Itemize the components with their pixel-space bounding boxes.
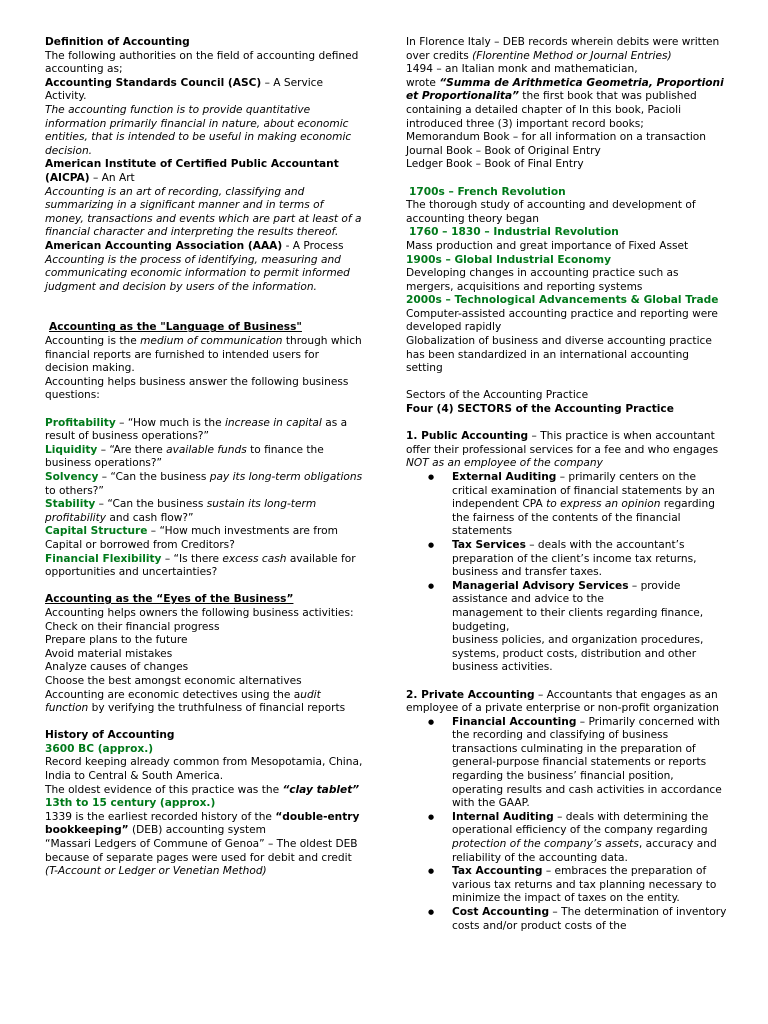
history-era-13th-century: 13th to 15 century (approx.) bbox=[45, 797, 216, 810]
history-deb: 1339 is the earliest recorded history of the “double-entry bookkeeping” (DEB) accounting system bbox=[45, 810, 360, 837]
list-item: ● Tax Accounting – embraces the preparation of various tax returns and tax planning necessary to minimize the impact of taxes on the entity. bbox=[406, 865, 728, 906]
history-title: History of Accounting bbox=[45, 729, 175, 742]
asc-definition: The accounting function is to provide quantitative information primarily financial in nature, about economic entities, that is intended to be useful in making economic decision. bbox=[45, 103, 352, 157]
pacioli-line1: 1494 – an Italian monk and mathematician, bbox=[406, 63, 638, 76]
eyes-intro: Accounting helps owners the following business activities: bbox=[45, 606, 354, 619]
list-item: ● Managerial Advisory Services – provide assistance and advice to the management to their clients regarding finance, budgeting, business policies, and organization procedures, systems, product costs, distribution and other business activities. bbox=[406, 580, 728, 675]
history-era1-text: Record keeping already common from Mesopotamia, China, India to Central & South America. bbox=[45, 756, 363, 783]
question-stability: Stability – “Can the business sustain its long-term profitability and cash flow?” bbox=[45, 498, 317, 524]
list-item: ● External Auditing – primarily centers on the critical examination of financial statements by an independent CPA to express an opinion regarding the fairness of the contents of the financial statements bbox=[406, 471, 728, 539]
era-1900s: 1900s – Global Industrial Economy bbox=[406, 253, 611, 266]
language-p1: Accounting is the medium of communication through which financial reports are furnished to intended users for decision making. bbox=[45, 335, 362, 375]
question-profitability: Profitability – “How much is the increase in capital as a result of business operations?” bbox=[45, 416, 348, 443]
private-accounting-list bbox=[406, 716, 728, 934]
question-capital-structure: Capital Structure – “How much investments are from Capital or borrowed from Creditors? bbox=[45, 525, 338, 551]
sectors-title: Sectors of the Accounting Practice bbox=[406, 389, 589, 402]
eyes-title: Accounting as the “Eyes of the Business” bbox=[45, 593, 294, 606]
era-2000s-text1: Computer-assisted accounting practice and reporting were developed rapidly bbox=[406, 307, 718, 334]
era-1900s-text: Developing changes in accounting practice such as mergers, acquisitions and reporting systems bbox=[406, 267, 679, 293]
era-1700s: 1700s – French Revolution bbox=[409, 185, 566, 198]
list-item: ● Internal Auditing – deals with determining the operational efficiency of the company regarding protection of the company’s assets, accuracy and reliability of the accounting data. bbox=[406, 811, 728, 865]
list-item: ● Tax Services – deals with the accountant’s preparation of the client’s income tax returns, business and transfer taxes. bbox=[406, 539, 728, 580]
era-1760: 1760 – 1830 – Industrial Revolution bbox=[409, 226, 619, 239]
aicpa-heading: American Institute of Certified Public Accountant (AICPA) – An Art bbox=[45, 158, 339, 184]
question-solvency: Solvency – “Can the business pay its long-term obligations to others?” bbox=[45, 471, 363, 497]
public-accounting-list bbox=[406, 471, 728, 675]
era-1700s-text: The thorough study of accounting and development of accounting theory began bbox=[406, 199, 696, 225]
right-column bbox=[406, 36, 728, 933]
era-1760-text: Mass production and great importance of Fixed Asset bbox=[406, 239, 689, 252]
eyes-item: Prepare plans to the future bbox=[45, 634, 188, 647]
aicpa-definition: Accounting is an art of recording, classifying and summarizing in a significant manner and in terms of money, transactions and events which are part at least of a financial character and interpreting the results thereof. bbox=[45, 185, 362, 239]
public-accounting: 1. Public Accounting – This practice is when accountant offer their professional services for a fee and who engages NOT as an employee of the company bbox=[406, 430, 719, 470]
question-financial-flexibility: Financial Flexibility – “Is there excess cash available for opportunities and uncertainties? bbox=[45, 552, 356, 579]
language-title: Accounting as the "Language of Business" bbox=[49, 321, 302, 334]
private-accounting: 2. Private Accounting – Accountants that engages as an employee of a private enterprise or non-profit organization bbox=[406, 688, 719, 715]
history-massari: “Massari Ledgers of Commune of Genoa” – The oldest DEB because of separate pages were used for debit and credit (T-Account or Ledger or Venetian Method) bbox=[45, 838, 358, 878]
question-liquidity: Liquidity – “Are there available funds to finance the business operations?” bbox=[45, 443, 324, 470]
asc-heading: Accounting Standards Council (ASC) – A Service Activity. bbox=[45, 76, 324, 103]
era-2000s-text2: Globalization of business and diverse accounting practice has been standardized in an international accounting setting bbox=[406, 335, 712, 375]
definition-title: Definition of Accounting bbox=[45, 36, 190, 48]
eyes-item: Avoid material mistakes bbox=[45, 647, 173, 660]
eyes-item: Choose the best amongst economic alternatives bbox=[45, 674, 302, 687]
eyes-item: Analyze causes of changes bbox=[45, 661, 189, 674]
language-p2: Accounting helps business answer the following business questions: bbox=[45, 375, 349, 402]
florence: In Florence Italy – DEB records wherein debits were written over credits (Florentine Method or Journal Entries) bbox=[406, 36, 720, 62]
memorandum-book: Memorandum Book – for all information on a transaction bbox=[406, 131, 706, 144]
sectors-subtitle: Four (4) SECTORS of the Accounting Practice bbox=[406, 403, 674, 416]
list-item: ● Financial Accounting – Primarily concerned with the recording and classifying of business transactions culminating in the preparation of general-purpose financial statements or reports regarding the business’ financial position, operating results and cash activities in accordance with the GAAP. bbox=[406, 716, 728, 811]
list-item: ● Cost Accounting – The determination of inventory costs and/or product costs of the bbox=[406, 906, 728, 933]
history-clay-tablet: The oldest evidence of this practice was the “clay tablet” bbox=[45, 783, 360, 796]
history-era-3600bc: 3600 BC (approx.) bbox=[45, 742, 154, 755]
eyes-item: Check on their financial progress bbox=[45, 620, 220, 633]
ledger-book: Ledger Book – Book of Final Entry bbox=[406, 158, 584, 171]
aaa-heading: American Accounting Association (AAA) - A Process bbox=[45, 239, 344, 252]
pacioli-line2: wrote “Summa de Arithmetica Geometria, Proportioni et Proportionalita” the first book that was published containing a detailed chapter of In this book, Pacioli introduced three (3) important record books; bbox=[406, 76, 724, 130]
definition-intro: The following authorities on the field of accounting defined accounting as; bbox=[45, 49, 359, 76]
era-2000s: 2000s – Technological Advancements & Global Trade bbox=[406, 294, 719, 307]
left-column bbox=[45, 36, 363, 879]
aaa-definition: Accounting is the process of identifying, measuring and communicating economic information to permit informed judgment and decision by users of the information. bbox=[45, 253, 350, 293]
eyes-detective: Accounting are economic detectives using the audit function by verifying the truthfulness of financial reports bbox=[45, 688, 346, 715]
journal-book: Journal Book – Book of Original Entry bbox=[406, 144, 601, 157]
